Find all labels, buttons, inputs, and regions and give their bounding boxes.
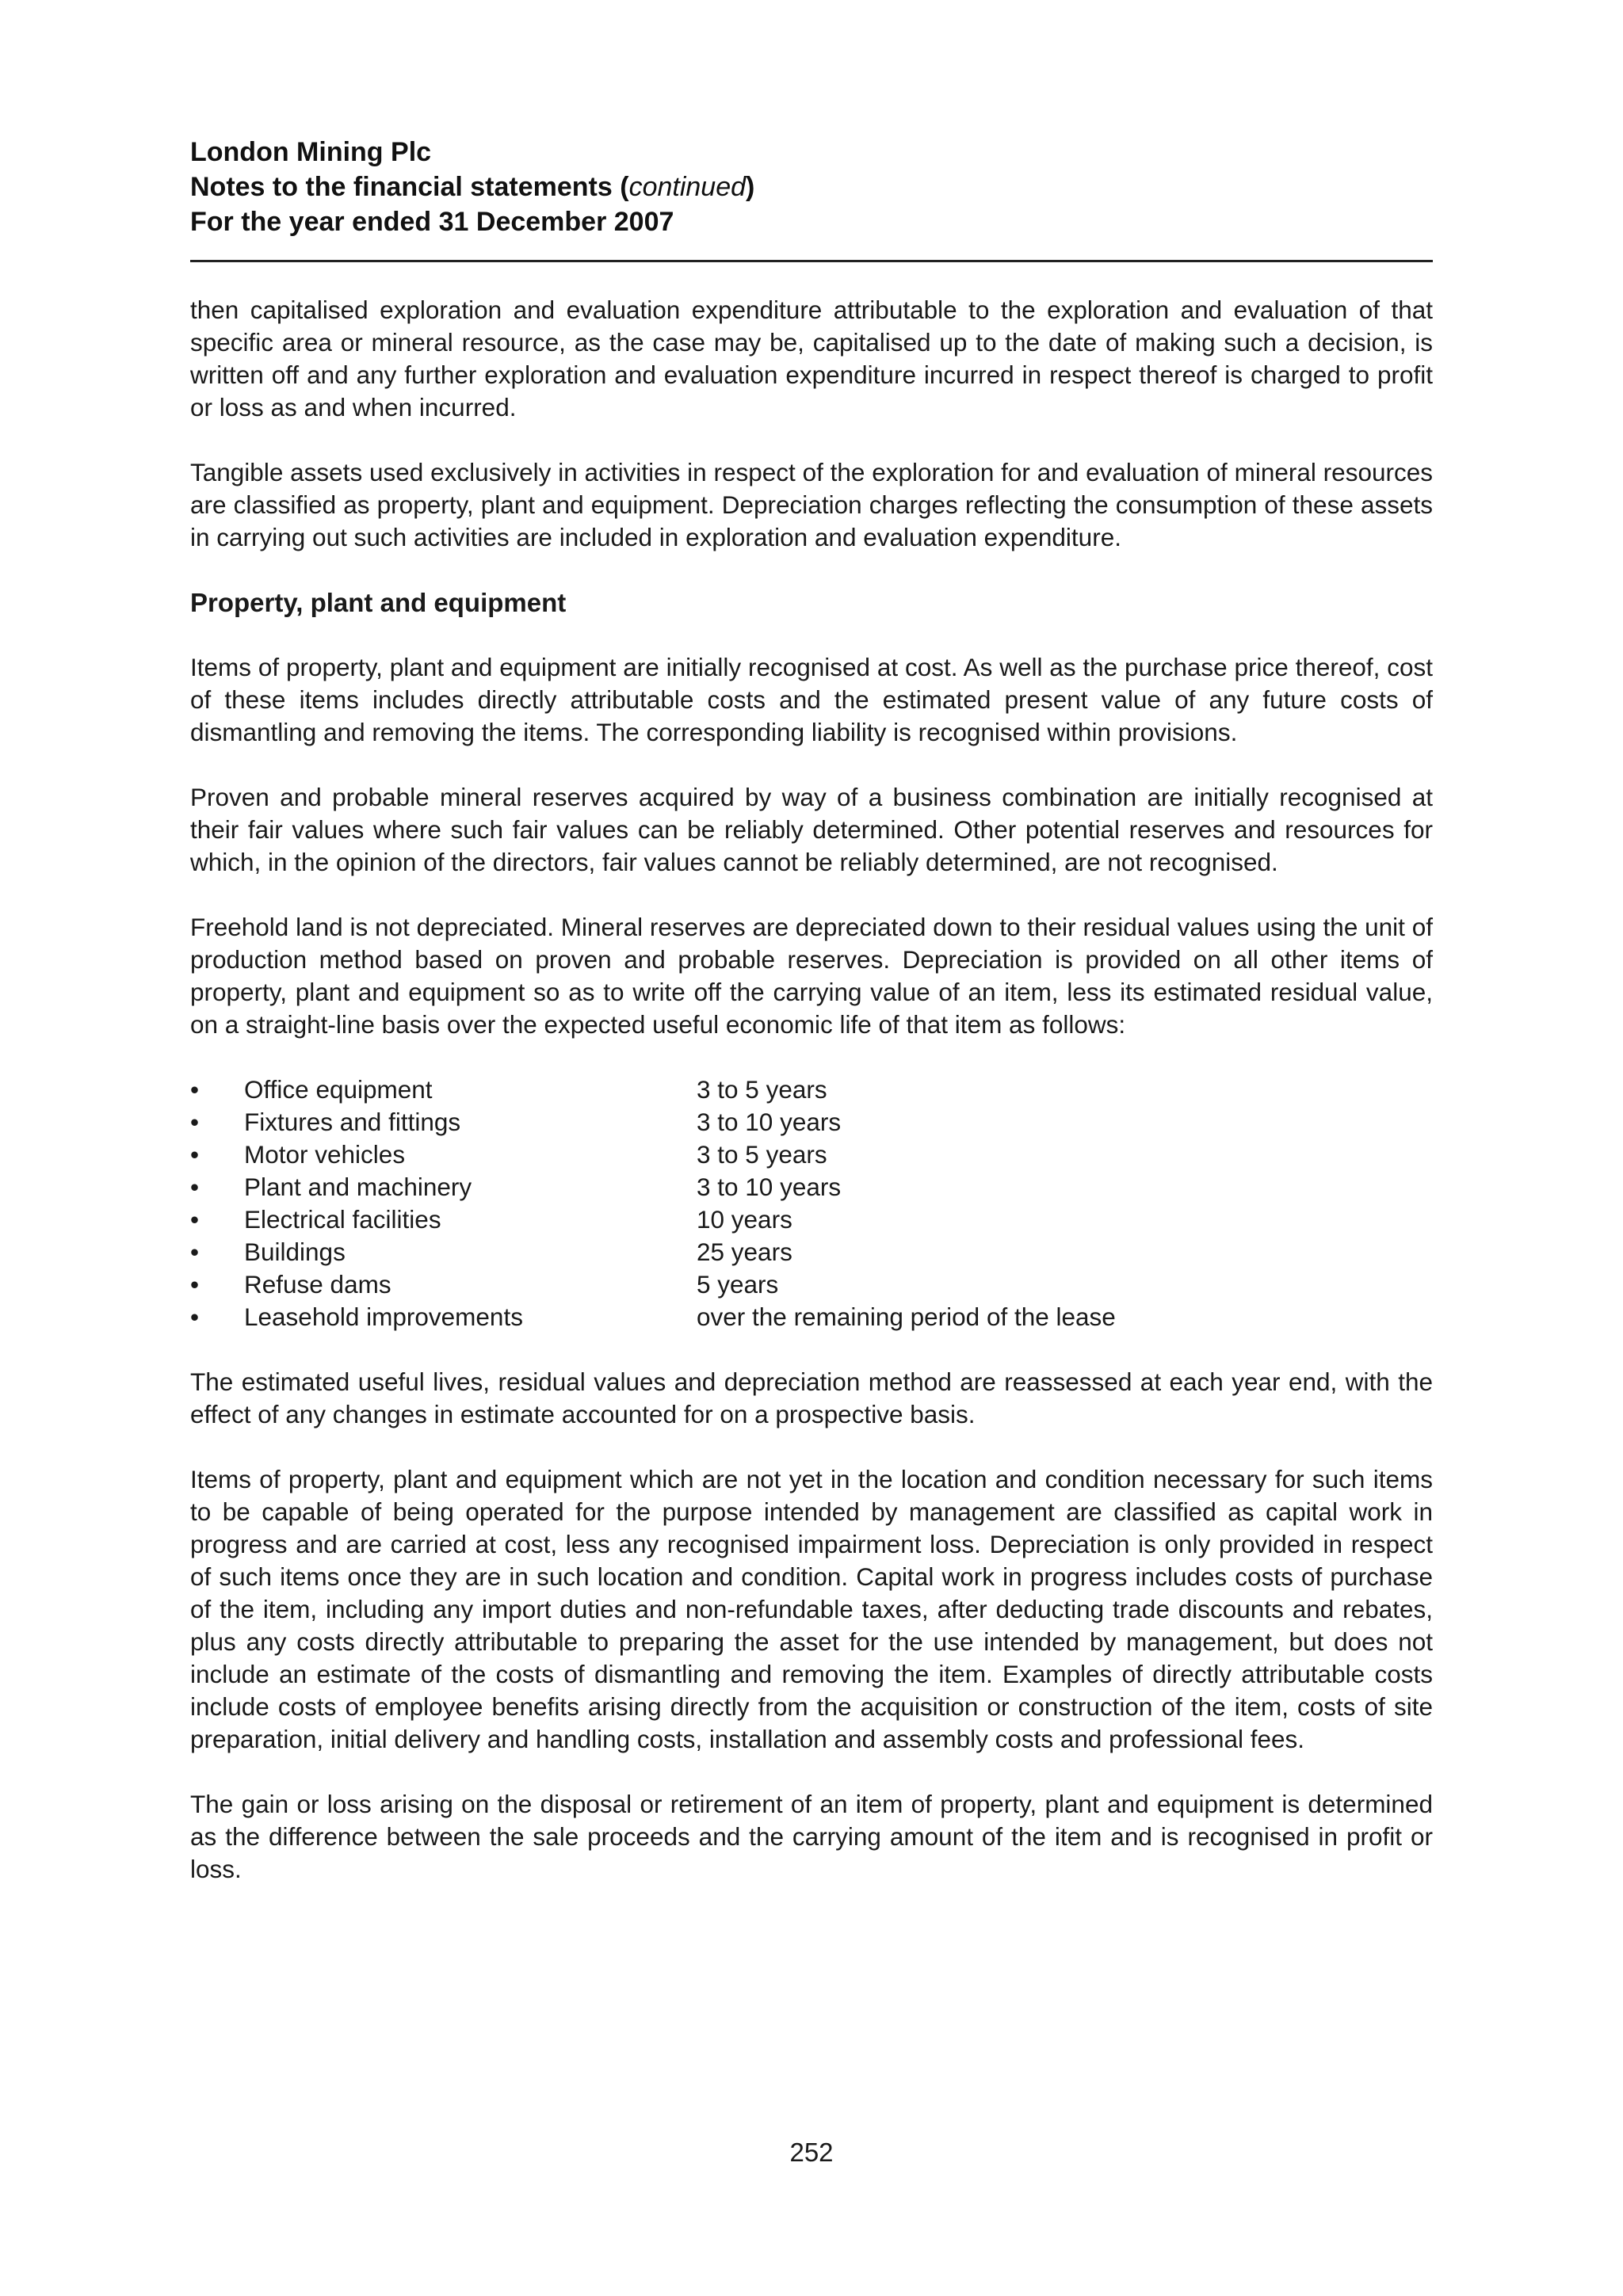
list-item	[190, 1301, 1433, 1333]
asset-life: over the remaining period of the lease	[697, 1302, 1116, 1331]
notes-title-line: Notes to the financial statements (continued)	[190, 172, 755, 202]
header-divider	[190, 260, 1433, 262]
bullet-icon: •	[190, 1108, 200, 1136]
list-item	[190, 1106, 1433, 1138]
bullet-icon: •	[190, 1205, 200, 1234]
notes-title: Notes to the financial statements	[190, 172, 613, 202]
asset-name: Office equipment	[244, 1075, 433, 1104]
list-item	[190, 1268, 1433, 1301]
bullet-icon: •	[190, 1140, 200, 1169]
paragraph: Tangible assets used exclusively in activities in respect of the exploration for and evaluation of mineral resources are classified as property, plant and equipment. Depreciation charges reflecting the consumption of these assets in carrying out such activities are included in exploration and evaluation expenditure.	[190, 458, 1433, 551]
paragraph: Freehold land is not depreciated. Mineral reserves are depreciated down to their residual values using the unit of production method based on proven and probable reserves. Depreciation is provided on all other items of property, plant and equipment so as to write off the carrying value of an item, less its estimated residual value, on a straight-line basis over the expected useful economic life of that item as follows:	[190, 913, 1433, 1039]
list-item	[190, 1138, 1433, 1171]
asset-life: 5 years	[697, 1270, 779, 1299]
company-name: London Mining Plc	[190, 137, 432, 167]
bullet-icon: •	[190, 1270, 200, 1299]
asset-life: 3 to 10 years	[697, 1108, 842, 1136]
continued-label: continued	[628, 172, 747, 202]
asset-life: 3 to 5 years	[697, 1075, 827, 1104]
asset-name: Motor vehicles	[244, 1140, 406, 1169]
page-number: 252	[789, 2138, 834, 2167]
paragraph: Items of property, plant and equipment are initially recognised at cost. As well as the purchase price thereof, cost of these items includes directly attributable costs and the estimated present value of any future costs of dismantling and removing the items. The corresponding liability is recognised within provisions.	[190, 653, 1433, 746]
paragraph: then capitalised exploration and evaluation expenditure attributable to the exploration and evaluation of that specific area or mineral resource, as the case may be, capitalised up to the date of making such a decision, is written off and any further exploration and evaluation expenditure incurred in respect thereof is charged to profit or loss as and when incurred.	[190, 296, 1433, 421]
asset-name: Refuse dams	[244, 1270, 391, 1299]
period-line: For the year ended 31 December 2007	[190, 207, 674, 237]
paragraph: The gain or loss arising on the disposal or retirement of an item of property, plant and equipment is determined as the difference between the sale proceeds and the carrying amount of the item and is recognised in profit or loss.	[190, 1790, 1433, 1883]
bullet-icon: •	[190, 1075, 200, 1104]
asset-name: Leasehold improvements	[244, 1302, 523, 1331]
bullet-icon: •	[190, 1238, 200, 1266]
paragraph: Items of property, plant and equipment which are not yet in the location and condition necessary for such items to be capable of being operated for the purpose intended by management are classified as capital work in progress and are carried at cost, less any recognised impairment loss. Depreciation is only provided in respect of such items once they are in such location and condition. Capital work in progress includes costs of purchase of the item, including any import duties and non-refundable taxes, after deducting trade discounts and rebates, plus any costs directly attributable to preparing the asset for the use intended by management, but does not include an estimate of the costs of dismantling and removing the item. Examples of directly attributable costs include costs of employee benefits arising directly from the acquisition or construction of the item, costs of site preparation, initial delivery and handling costs, installation and assembly costs and professional fees.	[190, 1465, 1433, 1753]
asset-name: Electrical facilities	[244, 1205, 441, 1234]
asset-life: 3 to 10 years	[697, 1173, 842, 1201]
asset-name: Fixtures and fittings	[244, 1108, 461, 1136]
asset-life: 10 years	[697, 1205, 792, 1234]
list-item	[190, 1236, 1433, 1268]
document-header	[190, 135, 1433, 239]
asset-name: Buildings	[244, 1238, 346, 1266]
list-item	[190, 1074, 1433, 1106]
list-item	[190, 1203, 1433, 1236]
asset-name: Plant and machinery	[244, 1173, 472, 1201]
paragraph: The estimated useful lives, residual values and depreciation method are reassessed at each year end, with the effect of any changes in estimate accounted for on a prospective basis.	[190, 1367, 1433, 1428]
asset-life: 3 to 5 years	[697, 1140, 827, 1169]
section-heading: Property, plant and equipment	[190, 588, 567, 617]
bullet-icon: •	[190, 1173, 200, 1201]
asset-life: 25 years	[697, 1238, 792, 1266]
paragraph: Proven and probable mineral reserves acquired by way of a business combination are initially recognised at their fair values where such fair values can be reliably determined. Other potential reserves and resources for which, in the opinion of the directors, fair values cannot be reliably determined, are not recognised.	[190, 783, 1433, 876]
useful-lives-list	[190, 1074, 1433, 1333]
document-page	[190, 135, 1433, 1918]
bullet-icon: •	[190, 1302, 200, 1331]
list-item	[190, 1171, 1433, 1203]
